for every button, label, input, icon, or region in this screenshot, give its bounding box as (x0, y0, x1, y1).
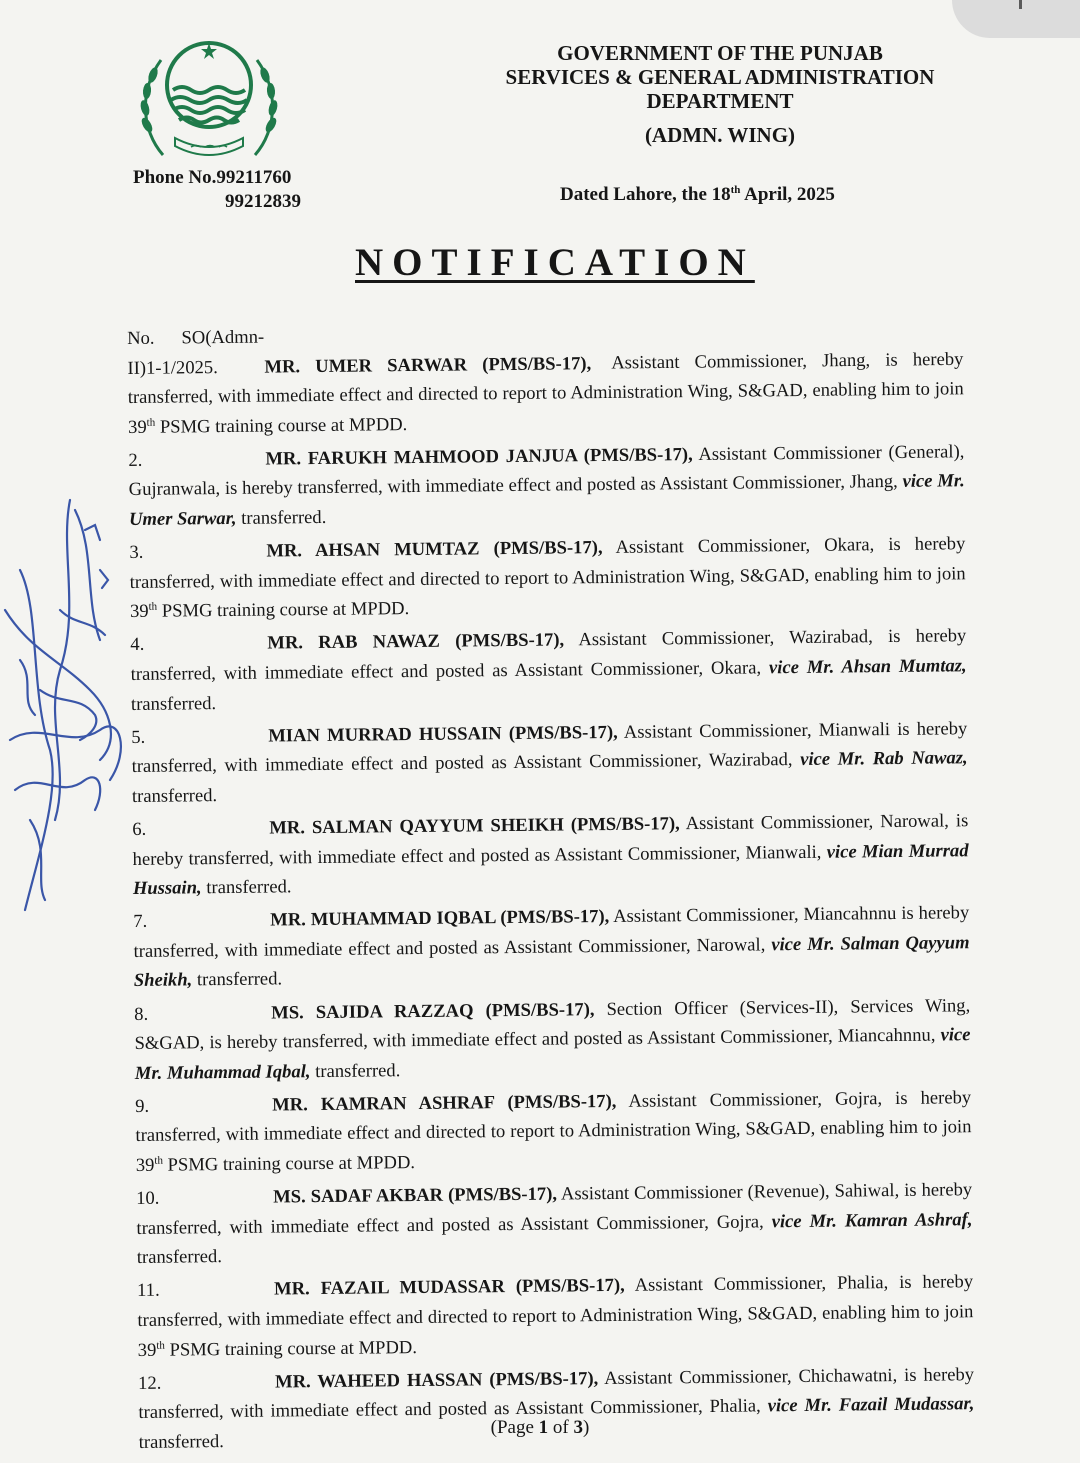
paragraph-tail: transferred. (136, 1246, 223, 1269)
paragraph-tail: transferred. (130, 692, 217, 715)
officer-name: MS. SADAF AKBAR (PMS/BS-17), (273, 1183, 558, 1208)
officer-name: MR. KAMRAN ASHRAF (PMS/BS-17), (272, 1090, 617, 1116)
footer-total-pages: 3 (573, 1417, 583, 1438)
officer-name: MR. FARUKH MAHMOOD JANJUA (PMS/BS-17), (265, 443, 693, 470)
paragraph-tail: transferred. (236, 506, 327, 529)
officer-name: MR. WAHEED HASSAN (PMS/BS-17), (274, 1367, 599, 1393)
notification-paragraph (136, 1175, 973, 1273)
paragraph-text: Section Officer (Services-II), Services Wing, S&GAD, is hereby transferred, with immediate effect and posted as Assistant Commissioner, Miancahnnu, (134, 994, 971, 1055)
ordinal-suffix: th (154, 1154, 163, 1167)
date-line (560, 184, 835, 206)
viewer-corner-overlay (952, 0, 1080, 38)
paragraph-text: Assistant Commissioner, Chichawatni, is hereby transferred, with immediate effect and posted as Assistant Commissioner, Phalia, (138, 1363, 975, 1424)
paragraph-tail: transferred. (192, 968, 283, 991)
vice-officer: vice Mr. Salman Qayyum Sheikh, (133, 932, 970, 992)
notification-paragraph (127, 315, 964, 442)
paragraph-text-continued: PSMG training course at MPDD. (157, 598, 410, 623)
paragraph-text: Assistant Commissioner, Wazirabad, is hereby transferred, with immediate effect and posted as Assistant Commissioner, Okara, (130, 625, 967, 686)
officer-name: MR. AHSAN MUMTAZ (PMS/BS-17), (266, 537, 603, 562)
vice-officer: vice Mr. Kamran Ashraf, (771, 1208, 973, 1233)
vice-officer: vice Mr. Umer Sarwar, (128, 470, 965, 531)
paragraph-number: 2. (128, 449, 143, 471)
paragraph-number: 8. (134, 1003, 149, 1025)
paragraph-number: No. SO(Admn-II)1-1/2025. (127, 326, 265, 379)
notification-paragraph (131, 714, 968, 812)
vice-officer: vice Mian Murrad Hussain, (132, 839, 969, 900)
paragraph-tail: transferred. (310, 1059, 401, 1082)
paragraph-text-continued: PSMG training course at MPDD. (155, 413, 408, 438)
header-line-2: SERVICES & GENERAL ADMINISTRATION (505, 65, 935, 89)
paragraph-text-continued: PSMG training course at MPDD. (162, 1152, 416, 1176)
ordinal-suffix: th (146, 416, 156, 429)
paragraph-number: 9. (135, 1095, 150, 1117)
header-line-1: GOVERNMENT OF THE PUNJAB (557, 41, 883, 65)
notification-paragraph (138, 1360, 975, 1458)
paragraph-tail: transferred. (201, 876, 292, 899)
date-prefix: Dated Lahore, the 18 (560, 184, 731, 205)
paragraph-tail: transferred. (131, 784, 218, 807)
vice-officer: vice Mr. Ahsan Mumtaz, (768, 655, 967, 679)
notification-paragraph (135, 1083, 972, 1181)
officer-name: MS. SAJIDA RAZZAQ (PMS/BS-17), (271, 998, 595, 1024)
paragraph-text: Assistant Commissioner, Phalia, is hereby transferred, with immediate effect and directed to report to Administration Wing, S&GAD, enabling him to join 39 (137, 1271, 974, 1361)
header-line-3: DEPARTMENT (646, 89, 794, 113)
phone-block (133, 166, 301, 214)
notification-paragraph (129, 529, 966, 627)
phone-number-2: 99212839 (225, 191, 301, 212)
footer-mid: of (548, 1417, 574, 1438)
paragraph-text: Assistant Commissioner, Miancahnnu is hereby transferred, with immediate effect and posted as Assistant Commissioner, Narowal, (133, 902, 970, 962)
department-header (470, 41, 970, 113)
notification-paragraph (132, 806, 969, 904)
corner-mark (1019, 0, 1022, 9)
vice-officer: vice Mr. Muhammad Iqbal, (134, 1024, 971, 1084)
officer-name: MR. SALMAN QAYYUM SHEIKH (PMS/BS-17), (269, 813, 680, 839)
date-suffix: th (730, 184, 741, 196)
notification-paragraph (128, 437, 965, 535)
vice-officer: vice Mr. Fazail Mudassar, (767, 1393, 975, 1417)
paragraph-text: Assistant Commissioner, Okara, is hereby transferred, with immediate effect and directed to report to Administration Wing, S&GAD, enabling him to join 39 (129, 533, 966, 623)
admin-wing-label: (ADMN. WING) (644, 123, 796, 147)
notification-paragraph (137, 1268, 974, 1366)
paragraph-number: 12. (137, 1372, 162, 1394)
paragraph-text: Assistant Commissioner, Gojra, is hereby transferred, with immediate effect and directed to report to Administration Wing, S&GAD, enabling him to join 39 (135, 1087, 972, 1176)
handwritten-signature-icon (0, 490, 140, 920)
date-rest: April, 2025 (740, 184, 835, 205)
paragraph-number: 7. (133, 911, 148, 933)
paragraph-number: 3. (129, 541, 144, 564)
notification-title: NOTIFICATION (355, 241, 755, 284)
paragraph-text-continued: PSMG training course at MPDD. (164, 1336, 418, 1361)
paragraph-text: Assistant Commissioner, Narowal, is hereby transferred, with immediate effect and posted as Assistant Commissioner, Mianwali, (132, 810, 969, 870)
paragraph-number: 10. (136, 1187, 160, 1210)
paragraph-number: 4. (130, 634, 145, 656)
notification-body (127, 315, 975, 1461)
paragraph-text: Assistant Commissioner (Revenue), Sahiwal, is hereby transferred, with immediate effect and posted as Assistant Commissioner, Gojra, (136, 1179, 973, 1239)
notification-paragraph (133, 898, 970, 996)
paragraph-text: Assistant Commissioner, Jhang, is hereby transferred, with immediate effect and directed to report to Administration Wing, S&GAD, enabling him to join 39 (127, 348, 964, 438)
officer-name: MR. RAB NAWAZ (PMS/BS-17), (267, 629, 565, 654)
footer-post: ) (583, 1417, 590, 1438)
ordinal-suffix: th (156, 1339, 165, 1352)
notification-paragraph (134, 991, 971, 1089)
notification-paragraph (130, 622, 967, 720)
phone-number-1: Phone No.99211760 (133, 167, 292, 188)
vice-officer: vice Mr. Rab Nawaz, (800, 747, 968, 771)
paragraph-number: 11. (137, 1280, 160, 1302)
paragraph-tail: transferred. (138, 1430, 224, 1453)
officer-name: MR. FAZAIL MUDASSAR (PMS/BS-17), (274, 1275, 625, 1300)
officer-name: MIAN MURRAD HUSSAIN (PMS/BS-17), (268, 721, 618, 747)
punjab-government-emblem-icon (133, 30, 285, 170)
footer-pre: (Page (490, 1417, 539, 1438)
footer-page-number: 1 (538, 1417, 549, 1438)
paragraph-text: Assistant Commissioner, Mianwali is hereby transferred, with immediate effect and posted as Assistant Commissioner, Wazirabad, (131, 717, 968, 778)
officer-name: MR. MUHAMMAD IQBAL (PMS/BS-17), (270, 906, 610, 931)
officer-name: MR. UMER SARWAR (PMS/BS-17), (264, 352, 592, 378)
ordinal-suffix: th (148, 601, 158, 614)
paragraph-number: 5. (131, 726, 146, 748)
page-footer (0, 1417, 1080, 1439)
paragraph-number: 6. (132, 818, 147, 840)
paragraph-text: Assistant Commissioner (General), Gujranwala, is hereby transferred, with immediate effect and posted as Assistant Commissioner, Jhang, (128, 441, 965, 501)
